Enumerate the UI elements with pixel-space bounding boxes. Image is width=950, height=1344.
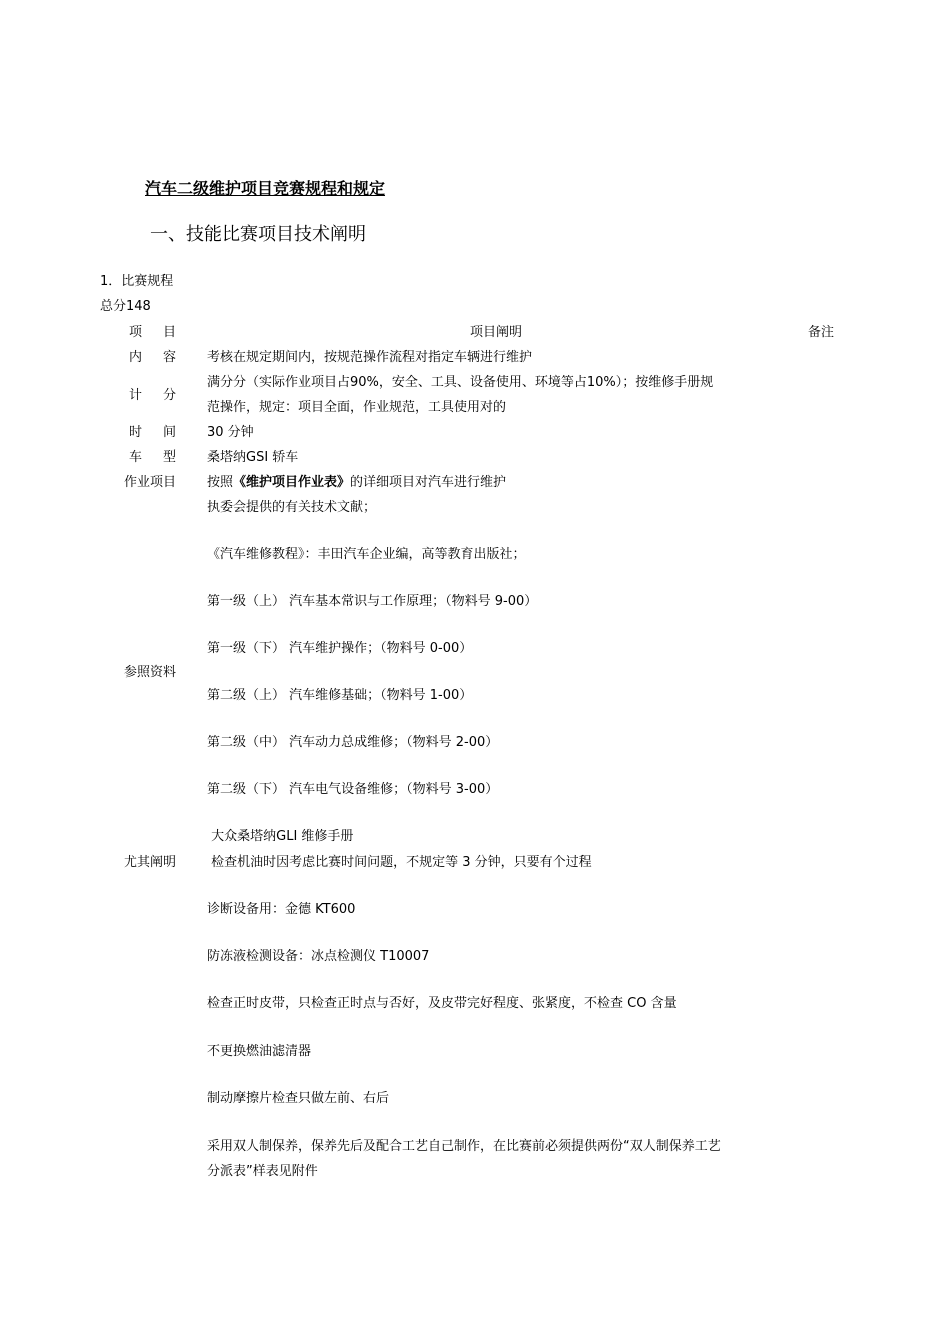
row-special-label: 尤其阐明	[124, 855, 177, 870]
row-content-label-a: 内	[129, 350, 143, 365]
row-work-form-title: 《维护项目作业表》	[233, 475, 351, 490]
row-work-prefix: 按照	[207, 475, 234, 490]
special-line: 不更换燃油滤清器	[207, 1044, 312, 1059]
row-content-text: 考核在规定期间内，按规范操作流程对指定车辆进行维护	[207, 350, 533, 365]
row-time-label-b: 间	[163, 425, 177, 440]
row-time-label-a: 时	[129, 425, 143, 440]
special-line: 检查正时皮带，只检查正时点与否好，及皮带完好程度、张紧度，不检查 CO 含量	[207, 996, 677, 1011]
row-model-label-a: 车	[129, 450, 143, 465]
special-line: 检查机油时因考虑比赛时间问题，不规定等 3 分钟，只要有个过程	[207, 855, 592, 870]
reference-line: 大众桑塔纳GLI 维修手册	[207, 829, 354, 844]
row-model-label-b: 型	[163, 450, 177, 465]
row-model-text: 桑塔纳GSI 轿车	[207, 450, 299, 465]
reference-line: 第二级（下） 汽车电气设备维修；（物料号 3-00）	[207, 782, 499, 797]
total-score: 总分148	[100, 299, 151, 314]
row-work-text	[207, 471, 506, 490]
special-line: 制动摩擦片检查只做左前、右后	[207, 1091, 390, 1106]
row-scoring-label-b: 分	[163, 388, 177, 403]
header-col2: 项目阐明	[470, 325, 523, 340]
reference-line: 执委会提供的有关技术文献；	[207, 500, 377, 515]
row-reference-label: 参照资料	[124, 665, 177, 680]
row-scoring-label-a: 计	[129, 388, 143, 403]
reference-line: 《汽车维修教程》：丰田汽车企业编，高等教育出版社；	[207, 547, 526, 562]
row-time-text: 30 分钟	[207, 425, 254, 440]
special-line: 分派表”样表见附件	[207, 1164, 318, 1179]
row-work-suffix: 的详细项目对汽车进行维护	[350, 475, 507, 490]
row-work-label: 作业项目	[124, 475, 177, 490]
row-scoring-line2: 范操作，规定：项目全面，作业规范，工具使用对的	[207, 400, 507, 415]
header-col3: 备注	[808, 325, 835, 340]
row-content-label-b: 容	[163, 350, 177, 365]
row-scoring-line1: 满分分（实际作业项目占90%，安全、工具、设备使用、环境等占10%）；按维修手册规	[207, 375, 714, 390]
header-col1-a: 项	[129, 325, 143, 340]
section-heading: 一、技能比赛项目技术阐明	[150, 224, 366, 245]
reference-line: 第二级（中） 汽车动力总成维修；（物料号 2-00）	[207, 735, 499, 750]
reference-line: 第一级（下） 汽车维护操作；（物料号 0-00）	[207, 641, 473, 656]
sub-heading: 1．比赛规程	[100, 274, 174, 289]
special-line: 采用双人制保养，保养先后及配合工艺自己制作，在比赛前必须提供两份“双人制保养工艺	[207, 1139, 721, 1154]
special-line: 防冻液检测设备：冰点检测仪 T10007	[207, 949, 430, 964]
reference-line: 第一级（上） 汽车基本常识与工作原理；（物料号 9-00）	[207, 594, 538, 609]
reference-line: 第二级（上） 汽车维修基础；（物料号 1-00）	[207, 688, 473, 703]
document-title: 汽车二级维护项目竞赛规程和规定	[145, 179, 386, 198]
header-col1-b: 目	[163, 325, 177, 340]
special-line: 诊断设备用：金德 KT600	[207, 902, 356, 917]
